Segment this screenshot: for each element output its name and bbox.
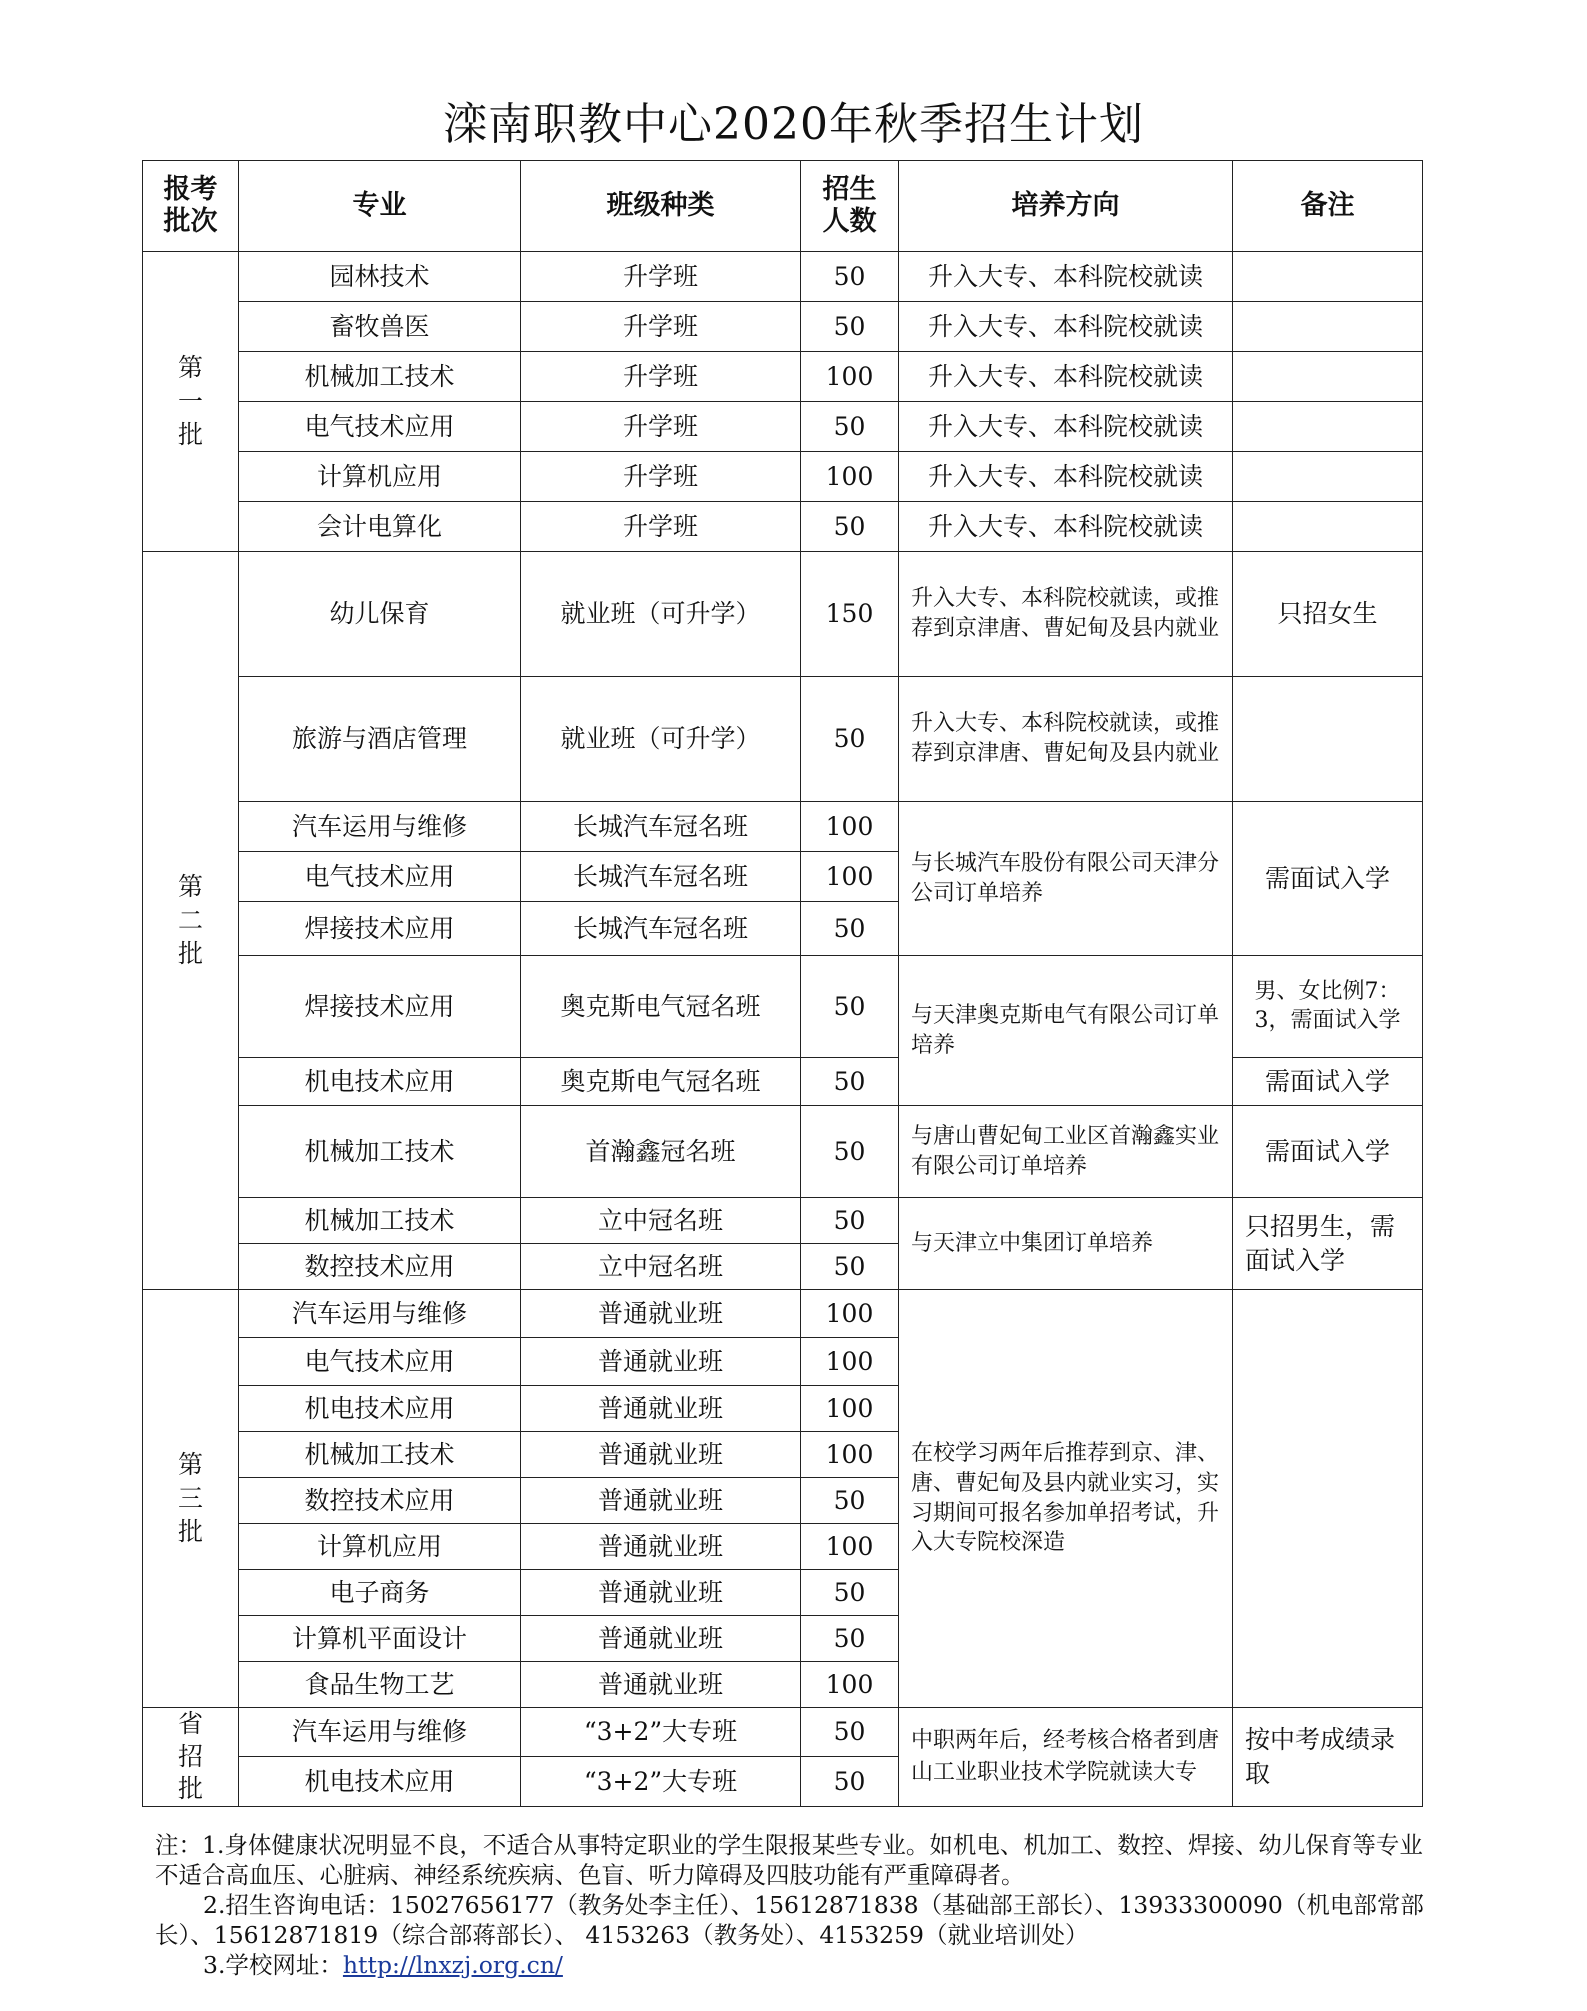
class-cell: “3+2”大专班 — [521, 1757, 801, 1806]
class-cell: 升学班 — [521, 252, 801, 302]
note-cell — [1233, 1290, 1423, 1708]
note-cell — [1233, 352, 1423, 402]
count-cell: 50 — [801, 1570, 899, 1616]
direction-cell: 升入大专、本科院校就读 — [899, 302, 1233, 352]
count-cell: 50 — [801, 1106, 899, 1198]
note-cell — [1233, 402, 1423, 452]
direction-cell: 升入大专、本科院校就读 — [899, 252, 1233, 302]
direction-cell: 中职两年后，经考核合格者到唐山工业职业技术学院就读大专 — [899, 1708, 1233, 1807]
count-cell: 50 — [801, 1478, 899, 1524]
major-cell: 畜牧兽医 — [239, 302, 521, 352]
class-cell: 就业班（可升学） — [521, 677, 801, 802]
count-cell: 50 — [801, 902, 899, 956]
class-cell: 奥克斯电气冠名班 — [521, 956, 801, 1058]
table-row — [143, 1290, 1423, 1338]
major-cell: 数控技术应用 — [239, 1478, 521, 1524]
note-website — [155, 1950, 1445, 1980]
table-row — [143, 352, 1423, 402]
table-row — [143, 1198, 1423, 1244]
table-row — [143, 956, 1423, 1058]
table-row — [143, 1106, 1423, 1198]
count-cell: 50 — [801, 502, 899, 552]
batch-cell: 第 一 批 — [143, 252, 239, 552]
class-cell: 普通就业班 — [521, 1524, 801, 1570]
notes-section — [155, 1830, 1445, 1980]
direction-cell: 与唐山曹妃甸工业区首瀚鑫实业有限公司订单培养 — [899, 1106, 1233, 1198]
count-cell: 50 — [801, 1244, 899, 1290]
major-cell: 机械加工技术 — [239, 1106, 521, 1198]
count-cell: 100 — [801, 1662, 899, 1708]
table-row — [143, 1708, 1423, 1757]
table-row — [143, 452, 1423, 502]
direction-cell: 升入大专、本科院校就读 — [899, 402, 1233, 452]
count-cell: 100 — [801, 1432, 899, 1478]
page-title: 滦南职教中心2020年秋季招生计划 — [443, 99, 1144, 150]
direction-cell: 与天津立中集团订单培养 — [899, 1198, 1233, 1290]
class-cell: 普通就业班 — [521, 1386, 801, 1432]
note-cell — [1233, 302, 1423, 352]
direction-cell: 在校学习两年后推荐到京、津、唐、曹妃甸及县内就业实习，实习期间可报名参加单招考试，升入大专院校深造 — [899, 1290, 1233, 1708]
direction-cell: 升入大专、本科院校就读，或推荐到京津唐、曹妃甸及县内就业 — [899, 677, 1233, 802]
major-cell: 机械加工技术 — [239, 352, 521, 402]
major-cell: 汽车运用与维修 — [239, 1708, 521, 1757]
table-row — [143, 802, 1423, 852]
count-cell: 100 — [801, 852, 899, 902]
class-cell: 升学班 — [521, 502, 801, 552]
direction-cell: 与天津奥克斯电气有限公司订单培养 — [899, 956, 1233, 1106]
table-header-row — [143, 161, 1423, 252]
class-cell: 升学班 — [521, 452, 801, 502]
class-cell: 普通就业班 — [521, 1662, 801, 1708]
major-cell: 计算机平面设计 — [239, 1616, 521, 1662]
class-cell: 升学班 — [521, 402, 801, 452]
count-cell: 50 — [801, 1708, 899, 1757]
class-cell: 立中冠名班 — [521, 1244, 801, 1290]
header-direction: 培养方向 — [899, 161, 1233, 252]
class-cell: 长城汽车冠名班 — [521, 852, 801, 902]
class-cell: 普通就业班 — [521, 1432, 801, 1478]
count-cell: 50 — [801, 302, 899, 352]
class-cell: 升学班 — [521, 302, 801, 352]
note-cell — [1233, 252, 1423, 302]
major-cell: 机电技术应用 — [239, 1386, 521, 1432]
count-cell: 50 — [801, 402, 899, 452]
header-note: 备注 — [1233, 161, 1423, 252]
class-cell: 就业班（可升学） — [521, 552, 801, 677]
note-cell — [1233, 502, 1423, 552]
batch-cell: 第 二 批 — [143, 552, 239, 1290]
class-cell: 普通就业班 — [521, 1616, 801, 1662]
table-row — [143, 552, 1423, 677]
count-cell: 50 — [801, 252, 899, 302]
major-cell: 焊接技术应用 — [239, 956, 521, 1058]
count-cell: 100 — [801, 1524, 899, 1570]
direction-cell: 升入大专、本科院校就读 — [899, 502, 1233, 552]
direction-cell: 升入大专、本科院校就读 — [899, 452, 1233, 502]
direction-cell: 与长城汽车股份有限公司天津分公司订单培养 — [899, 802, 1233, 956]
major-cell: 电气技术应用 — [239, 852, 521, 902]
table-row — [143, 677, 1423, 802]
note-cell: 需面试入学 — [1233, 802, 1423, 956]
note-cell — [1233, 452, 1423, 502]
major-cell: 机电技术应用 — [239, 1058, 521, 1106]
count-cell: 100 — [801, 1290, 899, 1338]
count-cell: 100 — [801, 1338, 899, 1386]
major-cell: 园林技术 — [239, 252, 521, 302]
major-cell: 机械加工技术 — [239, 1432, 521, 1478]
class-cell: 普通就业班 — [521, 1478, 801, 1524]
count-cell: 50 — [801, 677, 899, 802]
major-cell: 幼儿保育 — [239, 552, 521, 677]
header-count: 招生 人数 — [801, 161, 899, 252]
header-batch: 报考 批次 — [143, 161, 239, 252]
website-label: 3.学校网址： — [203, 1951, 343, 1979]
major-cell: 焊接技术应用 — [239, 902, 521, 956]
count-cell: 50 — [801, 1616, 899, 1662]
header-major: 专业 — [239, 161, 521, 252]
count-cell: 100 — [801, 452, 899, 502]
major-cell: 机电技术应用 — [239, 1757, 521, 1806]
major-cell: 汽车运用与维修 — [239, 1290, 521, 1338]
note-cell: 只招女生 — [1233, 552, 1423, 677]
count-cell: 50 — [801, 1198, 899, 1244]
count-cell: 50 — [801, 1058, 899, 1106]
note-cell: 按中考成绩录取 — [1233, 1708, 1423, 1807]
table-row — [143, 252, 1423, 302]
class-cell: “3+2”大专班 — [521, 1708, 801, 1757]
major-cell: 计算机应用 — [239, 1524, 521, 1570]
header-class-type: 班级种类 — [521, 161, 801, 252]
major-cell: 计算机应用 — [239, 452, 521, 502]
major-cell: 数控技术应用 — [239, 1244, 521, 1290]
major-cell: 旅游与酒店管理 — [239, 677, 521, 802]
major-cell: 会计电算化 — [239, 502, 521, 552]
table-row — [143, 402, 1423, 452]
count-cell: 50 — [801, 956, 899, 1058]
note-cell: 只招男生，需面试入学 — [1233, 1198, 1423, 1290]
major-cell: 汽车运用与维修 — [239, 802, 521, 852]
enrollment-table — [142, 160, 1423, 1807]
batch-cell: 第 三 批 — [143, 1290, 239, 1708]
major-cell: 电气技术应用 — [239, 402, 521, 452]
class-cell: 升学班 — [521, 352, 801, 402]
major-cell: 电气技术应用 — [239, 1338, 521, 1386]
class-cell: 普通就业班 — [521, 1338, 801, 1386]
class-cell: 奥克斯电气冠名班 — [521, 1058, 801, 1106]
count-cell: 100 — [801, 1386, 899, 1432]
note-cell — [1233, 677, 1423, 802]
major-cell: 机械加工技术 — [239, 1198, 521, 1244]
note-phone: 2.招生咨询电话：15027656177（教务处李主任）、15612871838（基础部王部长）、13933300090（机电部常部长）、15612871819（综合部蒋部长）、 4153263（教务处）、4153259（就业培训处） — [155, 1891, 1424, 1949]
note-cell: 需面试入学 — [1233, 1058, 1423, 1106]
class-cell: 普通就业班 — [521, 1570, 801, 1616]
note-health: 注：1.身体健康状况明显不良，不适合从事特定职业的学生限报某些专业。如机电、机加工、数控、焊接、幼儿保育等专业不适合高血压、心脏病、神经系统疾病、色盲、听力障碍及四肢功能有严重障碍者。 — [155, 1831, 1423, 1889]
class-cell: 普通就业班 — [521, 1290, 801, 1338]
class-cell: 长城汽车冠名班 — [521, 902, 801, 956]
class-cell: 首瀚鑫冠名班 — [521, 1106, 801, 1198]
table-row — [143, 502, 1423, 552]
class-cell: 立中冠名班 — [521, 1198, 801, 1244]
direction-cell: 升入大专、本科院校就读 — [899, 352, 1233, 402]
count-cell: 100 — [801, 802, 899, 852]
count-cell: 150 — [801, 552, 899, 677]
website-link[interactable]: http://lnxzj.org.cn/ — [342, 1951, 563, 1979]
note-cell: 需面试入学 — [1233, 1106, 1423, 1198]
class-cell: 长城汽车冠名班 — [521, 802, 801, 852]
table-row — [143, 302, 1423, 352]
major-cell: 食品生物工艺 — [239, 1662, 521, 1708]
count-cell: 100 — [801, 352, 899, 402]
count-cell: 50 — [801, 1757, 899, 1806]
note-cell: 男、女比例7：3，需面试入学 — [1233, 956, 1423, 1058]
major-cell: 电子商务 — [239, 1570, 521, 1616]
batch-cell: 省 招 批 — [143, 1708, 239, 1807]
direction-cell: 升入大专、本科院校就读，或推荐到京津唐、曹妃甸及县内就业 — [899, 552, 1233, 677]
